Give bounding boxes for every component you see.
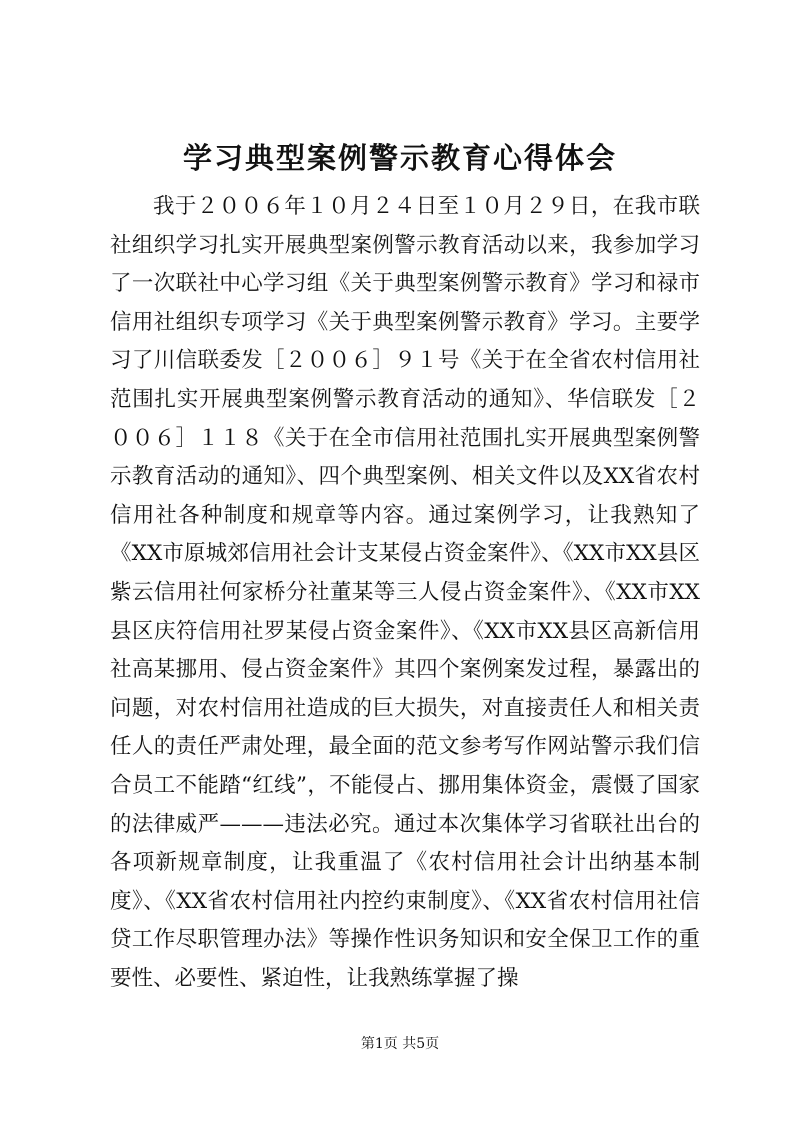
body-paragraph: 我于２００６年１０月２４日至１０月２９日，在我市联社组织学习扎实开展典型案例警示教育活动以来，我参加学习了一次联社中心学习组《关于典型案例警示教育》学习和禄市信用社组织专项学习《关于典型案例警示教育》学习。主要学习了川信联委发［２００６］９１号《关于在全省农村信用社范围扎实开展典型案例警示教育活动的通知》、华信联发［２００６］１１８《关于在全市信用社范围扎实开展典型案例警示教育活动的通知》、四个典型案例、相关文件以及XX省农村信用社各种制度和规章等内容。通过案例学习，让我熟知了《XX市原城郊信用社会计支某侵占资金案件》、《XX市XX县区紫云信用社何家桥分社董某等三人侵占资金案件》、《XX市XX县区庆符信用社罗某侵占资金案件》、《XX市XX县区高新信用社高某挪用、侵占资金案件》其四个案例案发过程，暴露出的问题，对农村信用社造成的巨大损失，对直接责任人和相关责任人的责任严肃处理，最全面的范文参考写作网站警示我们信合员工不能踏“红线”，不能侵占、挪用集体资金，震慑了国家的法律威严———违法必究。通过本次集体学习省联社出台的各项新规章制度，让我重温了《农村信用社会计出纳基本制度》、《XX省农村信用社内控约束制度》、《XX省农村信用社信贷工作尽职管理办法》等操作性识务知识和安全保卫工作的重要性、必要性、紧迫性，让我熟练掌握了操 [110,194,700,991]
page-number: 第1页 共5页 [360,1036,440,1052]
page-title: 学习典型案例警示教育心得体会 [182,141,617,175]
